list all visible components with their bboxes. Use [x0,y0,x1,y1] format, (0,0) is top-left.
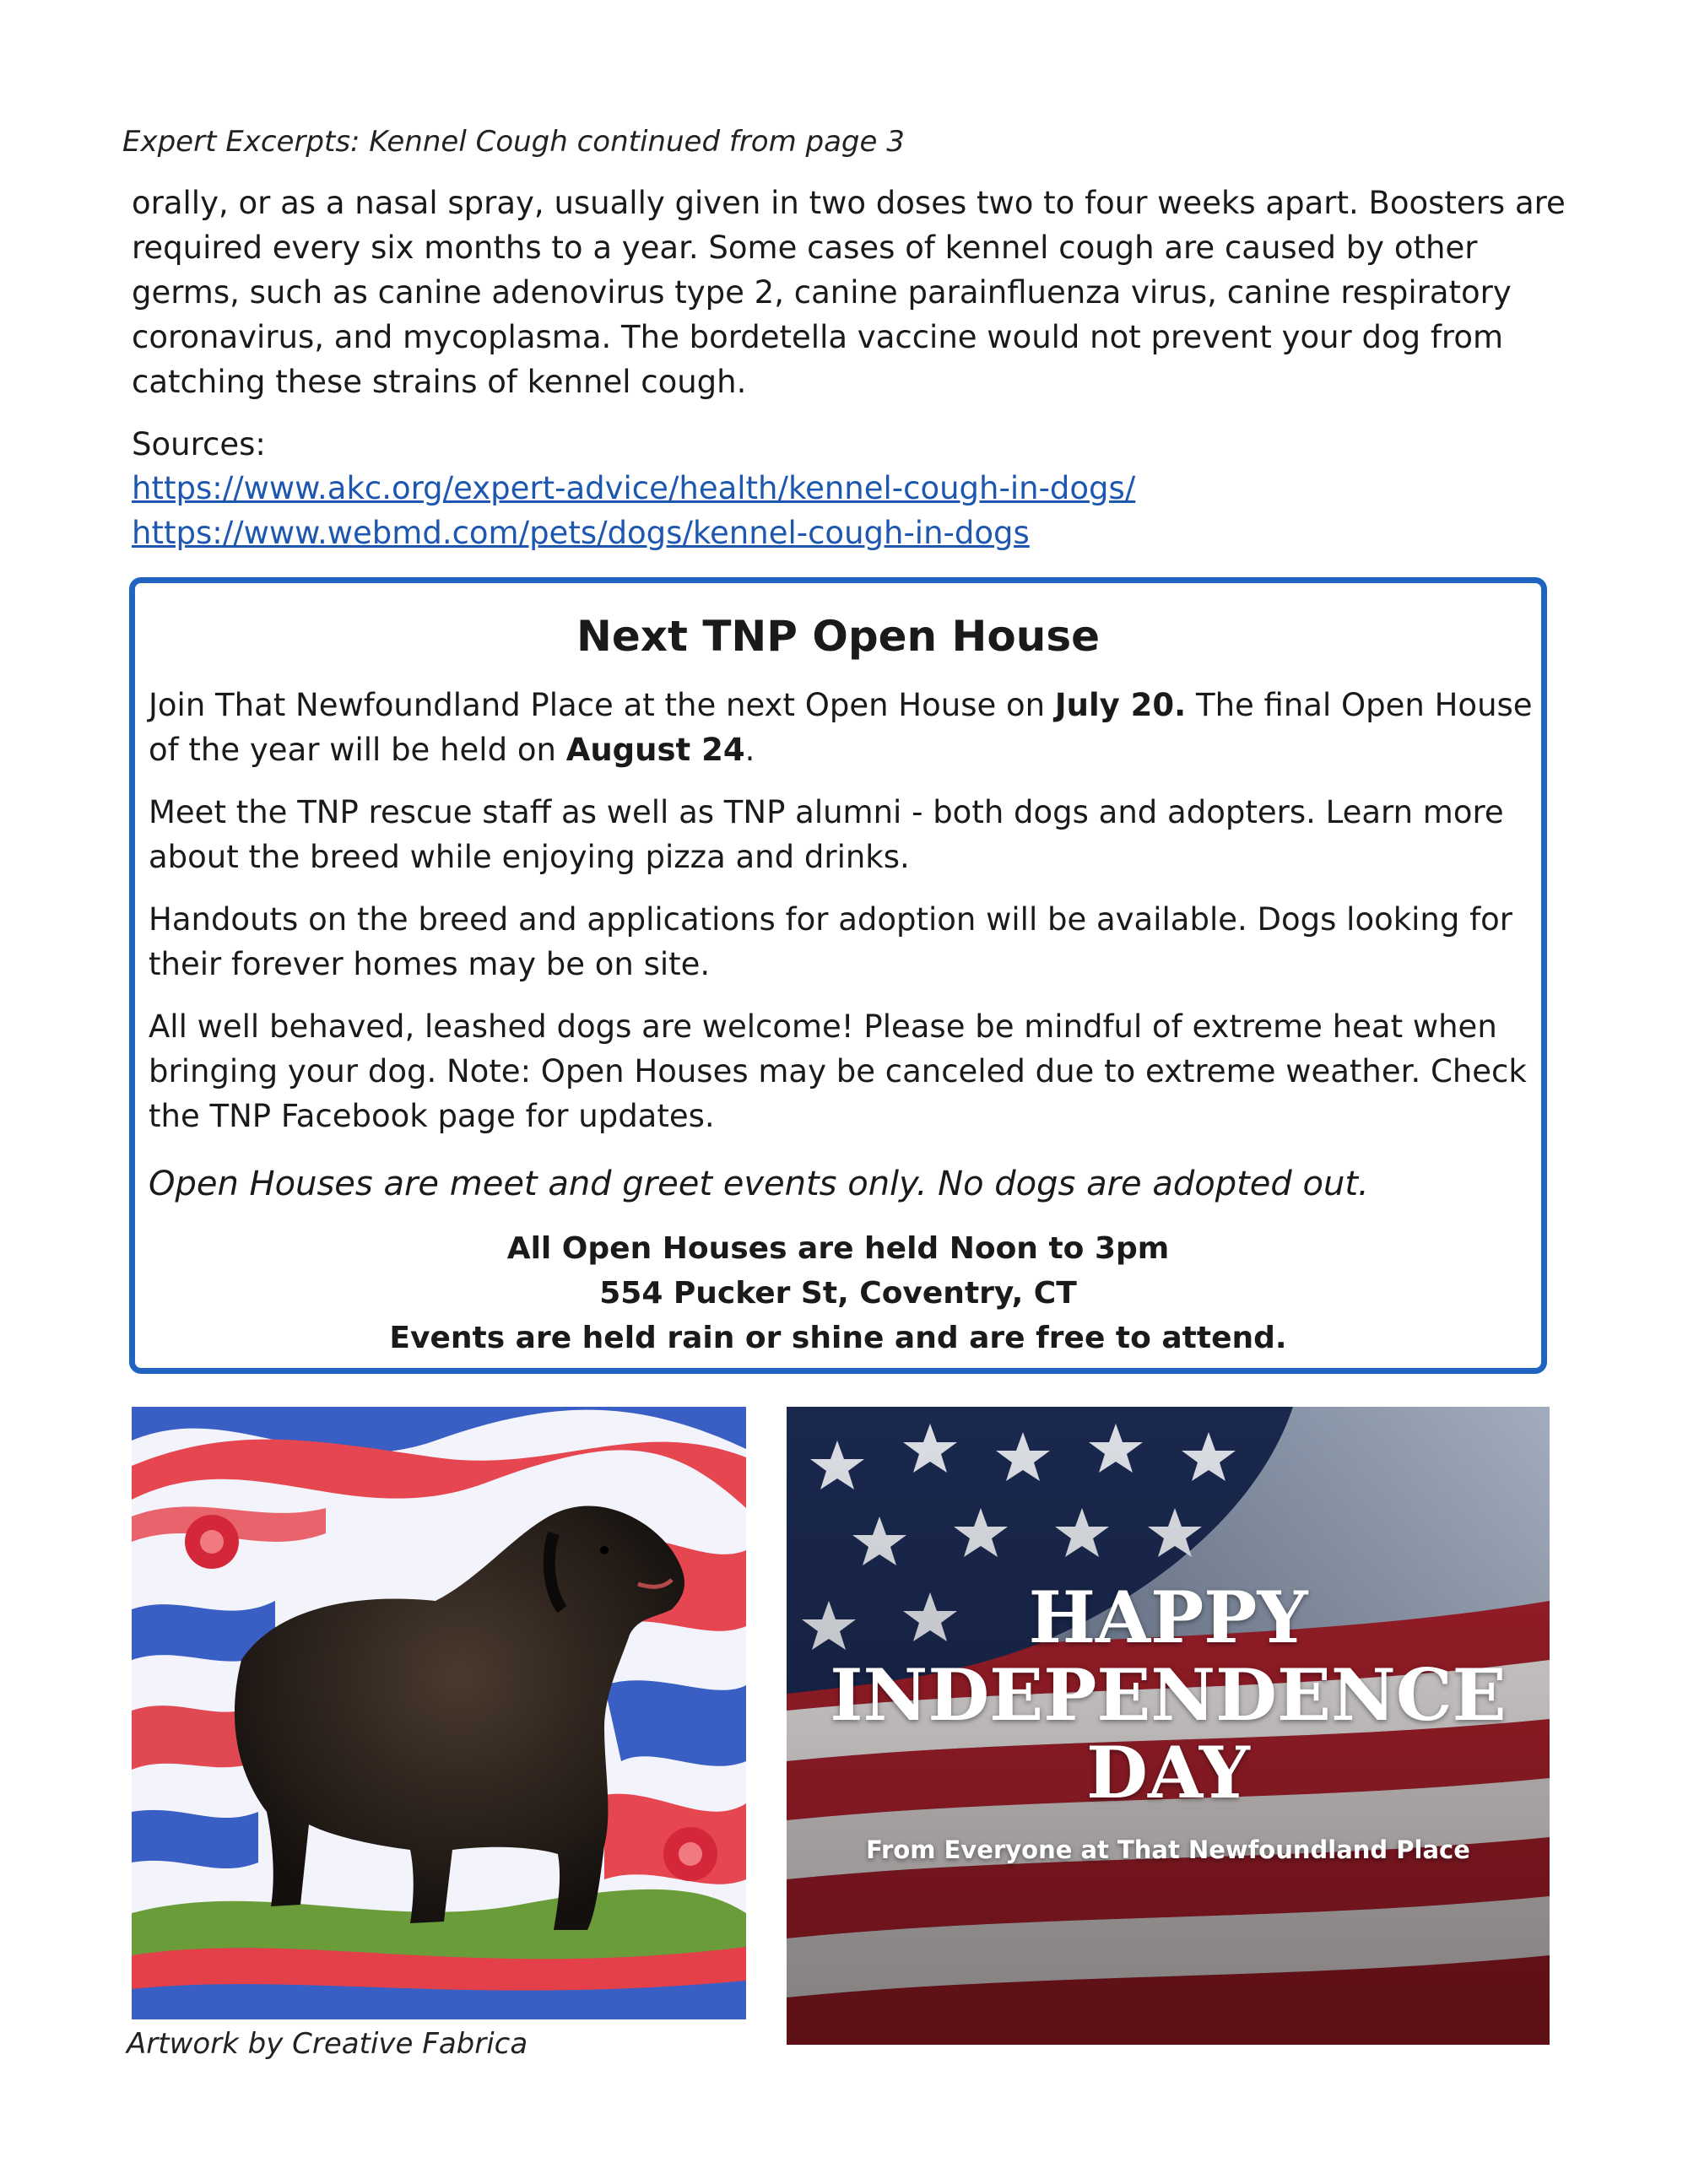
final-date: August 24 [565,732,745,768]
dog-illustration [132,1407,746,2019]
sources-links [132,466,1566,555]
next-date: July 20. [1054,687,1187,723]
dates-text-b: The final Open House of the year will be held on [149,687,1533,768]
continued-header: Expert Excerpts: Kennel Cough continued from page 3 [122,125,905,159]
source-link-akc[interactable]: https://www.akc.org/expert-advice/health/kennel-cough-in-dogs/ [132,470,1136,506]
open-house-dogs-welcome: All well behaved, leashed dogs are welcome! Please be mindful of extreme heat when bringing your dog. Note: Open Houses may be canceled due to extreme weather. Check the TNP Facebook page for updates. [149,1008,1527,1134]
open-house-dates [149,683,1533,772]
banner-line-day: DAY [1086,1731,1250,1814]
open-house-disclaimer: Open Houses are meet and greet events only. No dogs are adopted out. [149,1165,1369,1203]
artwork-caption: Artwork by Creative Fabrica [127,2027,528,2061]
independence-day-banner [787,1407,1550,2045]
open-house-details [135,1226,1541,1360]
source-link-webmd[interactable]: https://www.webmd.com/pets/dogs/kennel-cough-in-dogs [132,515,1030,551]
open-house-hours: All Open Houses are held Noon to 3pm [506,1231,1170,1266]
open-house-address: 554 Pucker St, Coventry, CT [599,1276,1077,1311]
open-house-box [129,577,1547,1374]
open-house-title: Next TNP Open House [576,612,1100,661]
open-house-meet: Meet the TNP rescue staff as well as TNP alumni - both dogs and adopters. Learn more about the breed while enjoying pizza and drinks. [149,794,1504,875]
open-house-handouts: Handouts on the breed and applications for adoption will be available. Dogs looking for their forever homes may be on site. [149,901,1513,982]
banner-line-independence: INDEPENDENCE [830,1653,1507,1737]
banner-line-happy: HAPPY [1028,1576,1308,1659]
article-continuation: orally, or as a nasal spray, usually given in two doses two to four weeks apart. Boosters are required every six months to a year. Some cases of kennel cough are caused by other germs, such as canine adenovirus type 2, canine parainfluenza virus, canine respiratory coronavirus, and mycoplasma. The bordetella vaccine would not prevent your dog from catching these strains of kennel cough. [132,185,1566,400]
dates-text-c: . [744,732,755,768]
banner-subline: From Everyone at That Newfoundland Place [866,1835,1470,1864]
sources-label: Sources: [132,426,266,462]
open-house-note: Events are held rain or shine and are free to attend. [389,1321,1287,1355]
newfoundland-artwork [132,1407,746,2019]
dates-text-a: Join That Newfoundland Place at the next Open House on [149,687,1055,723]
